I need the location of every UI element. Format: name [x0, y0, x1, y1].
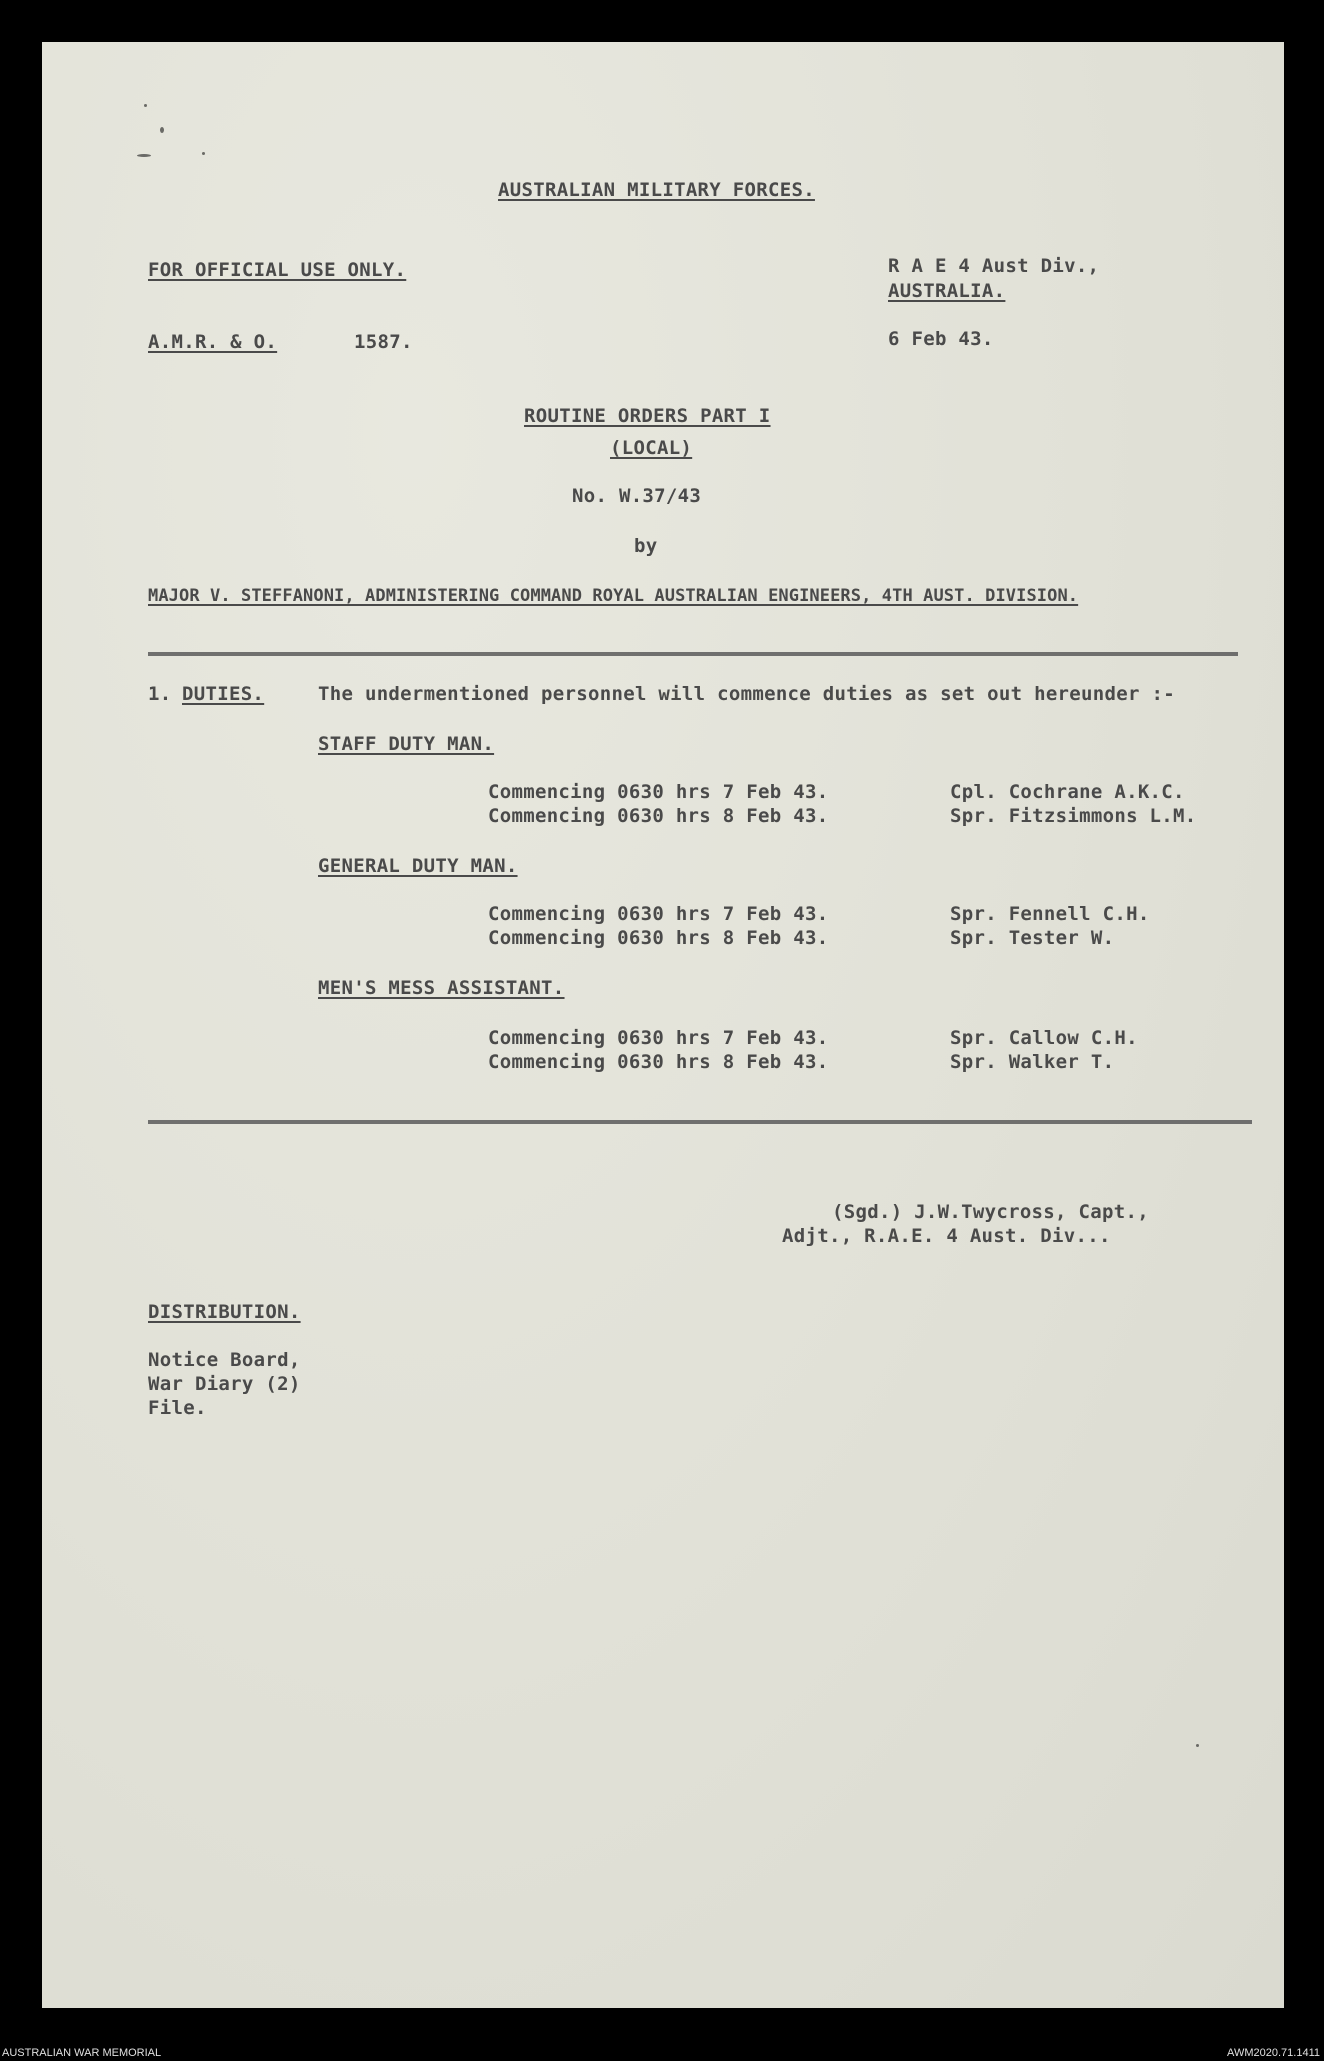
item-title: DUTIES.	[182, 683, 265, 705]
orders-subtitle: (LOCAL)	[610, 437, 693, 459]
duty-start: Commencing 0630 hrs 7 Feb 43.	[488, 781, 829, 803]
classification-label: FOR OFFICIAL USE ONLY.	[148, 259, 407, 281]
duty-start: Commencing 0630 hrs 7 Feb 43.	[488, 903, 829, 925]
duty-start: Commencing 0630 hrs 8 Feb 43.	[488, 927, 829, 949]
signature-line: (Sgd.) J.W.Twycross, Capt.,	[832, 1201, 1149, 1223]
document-page	[42, 42, 1284, 2008]
signature-title: Adjt., R.A.E. 4 Aust. Div...	[782, 1225, 1111, 1247]
commander-line: MAJOR V. STEFFANONI, ADMINISTERING COMMAND ROYAL AUSTRALIAN ENGINEERS, 4TH AUST. DIVISION.	[148, 586, 1079, 606]
duty-person: Spr. Fitzsimmons L.M.	[950, 805, 1197, 827]
order-number: No. W.37/43	[572, 485, 702, 507]
duty-person: Cpl. Cochrane A.K.C.	[950, 781, 1185, 803]
orders-title: ROUTINE ORDERS PART I	[524, 405, 771, 427]
reference-number: 1587.	[354, 331, 413, 353]
unit-line: R A E 4 Aust Div.,	[888, 255, 1100, 277]
duty-person: Spr. Tester W.	[950, 927, 1115, 949]
duty-start: Commencing 0630 hrs 8 Feb 43.	[488, 1051, 829, 1073]
duty-start: Commencing 0630 hrs 8 Feb 43.	[488, 805, 829, 827]
document-heading: AUSTRALIAN MILITARY FORCES.	[498, 179, 815, 201]
duties-intro: The undermentioned personnel will commence duties as set out hereunder :-	[318, 683, 1175, 705]
ink-speck	[137, 154, 151, 157]
unit-country: AUSTRALIA.	[888, 280, 1006, 302]
ink-speck	[160, 127, 164, 133]
separator-rule	[148, 652, 1238, 656]
distribution-item: File.	[148, 1397, 207, 1419]
duty-person: Spr. Fennell C.H.	[950, 903, 1150, 925]
reference-label: A.M.R. & O.	[148, 331, 278, 353]
distribution-item: War Diary (2)	[148, 1373, 301, 1395]
section-title: MEN'S MESS ASSISTANT.	[318, 977, 565, 999]
footer-credit: AUSTRALIAN WAR MEMORIAL	[2, 2047, 162, 2059]
item-number: 1.	[148, 683, 172, 705]
duty-person: Spr. Walker T.	[950, 1051, 1115, 1073]
duty-start: Commencing 0630 hrs 7 Feb 43.	[488, 1027, 829, 1049]
order-date: 6 Feb 43.	[888, 328, 994, 350]
by-label: by	[634, 535, 658, 557]
separator-rule	[148, 1120, 1252, 1124]
ink-speck	[1196, 1744, 1199, 1747]
footer-accession-number: AWM2020.71.1411	[1227, 2047, 1320, 2059]
ink-speck	[202, 152, 205, 155]
distribution-item: Notice Board,	[148, 1349, 301, 1371]
distribution-title: DISTRIBUTION.	[148, 1301, 301, 1323]
duty-person: Spr. Callow C.H.	[950, 1027, 1138, 1049]
ink-speck	[144, 104, 147, 107]
section-title: STAFF DUTY MAN.	[318, 733, 495, 755]
section-title: GENERAL DUTY MAN.	[318, 855, 518, 877]
